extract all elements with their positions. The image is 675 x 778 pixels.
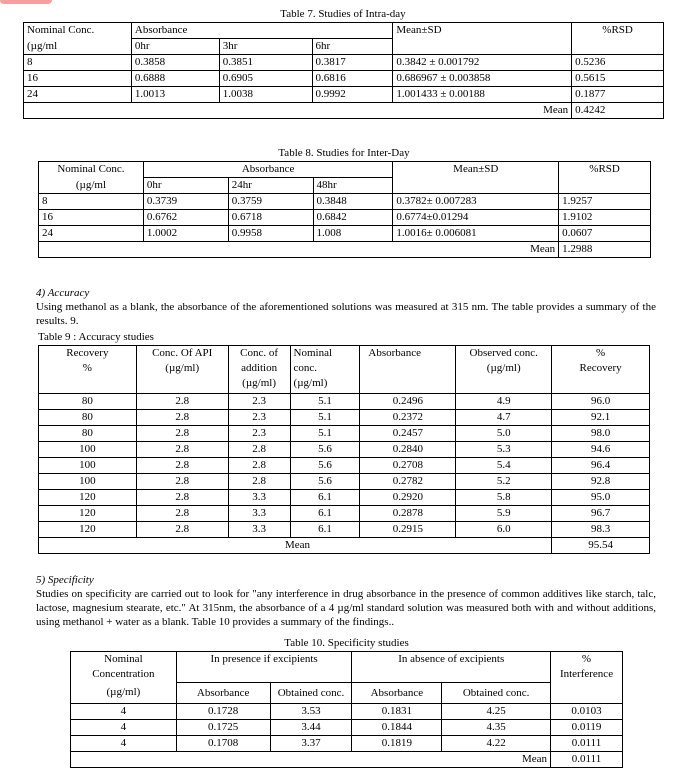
table-row: [24, 87, 664, 103]
t10-header-nominal-unit: (µg/ml): [71, 682, 177, 703]
t7-header-nominal: Nominal Conc.: [24, 23, 132, 39]
cell: 0.3842 ± 0.001792: [393, 55, 572, 71]
t8-header-24hr: 24hr: [228, 178, 313, 194]
t10-header-interference-l2: Interference: [559, 668, 614, 680]
cell: 100: [39, 473, 137, 489]
cell: 24: [39, 226, 144, 242]
cell: 120: [39, 521, 137, 537]
table-row: [71, 735, 623, 751]
cell: 5.2: [456, 473, 552, 489]
cell: 120: [39, 489, 137, 505]
cell: 0.3817: [312, 55, 393, 71]
cell: 0.2920: [360, 489, 456, 505]
journal-logo-fragment: [0, 0, 52, 4]
t9-header-addition-l1: Conc. of: [240, 347, 279, 359]
t9-header-api-l2: (µg/ml): [165, 362, 200, 374]
cell: 0.9992: [312, 87, 393, 103]
cell: 5.8: [456, 489, 552, 505]
cell: 1.0016± 0.006081: [393, 226, 559, 242]
cell: 8: [39, 194, 144, 210]
t10-header-interference-l1: %: [581, 653, 592, 665]
cell: 5.1: [290, 409, 360, 425]
cell: 0.3848: [313, 194, 393, 210]
cell: 0.2782: [360, 473, 456, 489]
cell: 0.6774±0.01294: [393, 210, 559, 226]
table10-caption: Table 10. Specificity studies: [284, 637, 409, 649]
t9-header-nominal-l3: (µg/ml): [293, 377, 328, 389]
table-row: [39, 505, 650, 521]
cell: 0.0119: [551, 719, 623, 735]
t9-header-addition: [228, 346, 290, 392]
t8-header-absorbance: Absorbance: [143, 162, 393, 178]
t7-header-rsd: %RSD: [572, 23, 664, 39]
cell: 5.9: [456, 505, 552, 521]
cell: 100: [39, 457, 137, 473]
cell: 92.1: [552, 409, 650, 425]
t9-mean-value: 95.54: [552, 537, 650, 553]
t7-header-6hr: 6hr: [312, 39, 393, 55]
cell: 0.6888: [131, 71, 219, 87]
table-row: [24, 71, 664, 87]
table-row: [39, 393, 650, 409]
t9-header-api: [136, 346, 228, 392]
cell: 0.3851: [219, 55, 312, 71]
t10-header-nominal: [71, 652, 177, 683]
t9-header-observed-l2: (µg/ml): [486, 362, 521, 374]
cell: 96.7: [552, 505, 650, 521]
t7-header-blank: [572, 39, 664, 55]
t10-header-obtained-absence: Obtained conc.: [442, 682, 551, 703]
t9-header-absorbance: Absorbance: [360, 346, 456, 392]
cell: 2.8: [136, 457, 228, 473]
cell: 0.3739: [143, 194, 228, 210]
t7-header-absorbance: Absorbance: [131, 23, 393, 39]
t7-mean-label: Mean: [24, 103, 572, 119]
t7-header-blank: [393, 39, 572, 55]
t10-header-absorbance-presence: Absorbance: [176, 682, 270, 703]
cell: 94.6: [552, 441, 650, 457]
cell: 0.1819: [352, 735, 442, 751]
t8-header-blank: [559, 178, 651, 194]
cell: 5.3: [456, 441, 552, 457]
cell: 2.8: [136, 521, 228, 537]
t9-header-recovery: [39, 346, 137, 392]
cell: 2.8: [136, 473, 228, 489]
cell: 0.6762: [143, 210, 228, 226]
t8-header-48hr: 48hr: [313, 178, 393, 194]
cell: 4.22: [442, 735, 551, 751]
cell: 0.2915: [360, 521, 456, 537]
cell: 0.3782± 0.007283: [393, 194, 559, 210]
cell: 0.1728: [176, 703, 270, 719]
t10-mean-label: Mean: [71, 751, 551, 767]
cell: 5.6: [290, 457, 360, 473]
cell: 5.6: [290, 473, 360, 489]
table8-caption: Table 8. Studies for Inter-Day: [278, 147, 410, 159]
cell: 0.1725: [176, 719, 270, 735]
t10-header-presence: In presence if excipients: [176, 652, 352, 683]
t9-header-recovery-l1: Recovery: [66, 347, 109, 359]
t8-header-rsd: %RSD: [559, 162, 651, 178]
cell: 4: [71, 719, 177, 735]
t8-mean-value: 1.2988: [559, 242, 651, 258]
t10-header-blank: [551, 682, 623, 703]
cell: 2.8: [136, 441, 228, 457]
cell: 6.1: [290, 505, 360, 521]
t8-header-nominal: Nominal Conc.: [39, 162, 144, 178]
cell: 0.1831: [352, 703, 442, 719]
t8-header-meansd: Mean±SD: [393, 162, 559, 178]
table7-caption: Table 7. Studies of Intra-day: [280, 8, 406, 20]
table-row: [39, 210, 651, 226]
cell: 4.7: [456, 409, 552, 425]
cell: 0.6718: [228, 210, 313, 226]
table-row: [71, 703, 623, 719]
specificity-paragraph: Studies on specificity are carried out to look for "any interference in drug absorbance in the presence of common additives like starch, talc, lactose, magnesium stearate, etc." At 315nm, the absorbance of a 4 µg/ml standard solution was measured both with and without additions, using methanol + water as a blank. Table 10 provides a summary of the findings..: [36, 588, 656, 628]
t9-header-pct-recovery: [552, 346, 650, 392]
cell: 2.8: [228, 457, 290, 473]
table9-accuracy: [38, 345, 650, 554]
cell: 3.37: [270, 735, 352, 751]
t7-header-meansd: Mean±SD: [393, 23, 572, 39]
cell: 2.8: [136, 425, 228, 441]
t7-header-nominal-unit: (µg/ml: [24, 39, 132, 55]
t9-mean-label: Mean: [39, 537, 552, 553]
cell: 3.44: [270, 719, 352, 735]
cell: 2.3: [228, 409, 290, 425]
cell: 0.2878: [360, 505, 456, 521]
t9-header-observed: [456, 346, 552, 392]
accuracy-paragraph: Using methanol as a blank, the absorbance of the aforementioned solutions was measured at 315 nm. The table provides a summary of the results. 9.: [36, 301, 656, 327]
cell: 16: [24, 71, 132, 87]
cell: 5.1: [290, 425, 360, 441]
cell: 1.9102: [559, 210, 651, 226]
cell: 2.8: [228, 473, 290, 489]
cell: 0.3858: [131, 55, 219, 71]
cell: 0.1708: [176, 735, 270, 751]
table-row: [39, 473, 650, 489]
t8-header-0hr: 0hr: [143, 178, 228, 194]
cell: 1.0038: [219, 87, 312, 103]
table-row: [39, 521, 650, 537]
cell: 0.6816: [312, 71, 393, 87]
cell: 3.3: [228, 505, 290, 521]
cell: 6.1: [290, 521, 360, 537]
t10-header-interference: [551, 652, 623, 683]
cell: 0.0111: [551, 735, 623, 751]
cell: 0.686967 ± 0.003858: [393, 71, 572, 87]
t9-header-nominal-l2: conc.: [293, 362, 318, 374]
t9-header-nominal: [290, 346, 360, 392]
cell: 80: [39, 393, 137, 409]
cell: 95.0: [552, 489, 650, 505]
t10-header-absence: In absence of excipients: [352, 652, 551, 683]
accuracy-heading: 4) Accuracy: [36, 287, 90, 299]
cell: 2.3: [228, 425, 290, 441]
cell: 5.1: [290, 393, 360, 409]
table-row: [39, 226, 651, 242]
t9-header-addition-l2: addition: [241, 362, 278, 374]
cell: 98.3: [552, 521, 650, 537]
cell: 100: [39, 441, 137, 457]
cell: 8: [24, 55, 132, 71]
t9-header-recovery-l2: %: [82, 362, 92, 374]
cell: 2.8: [136, 409, 228, 425]
cell: 4.35: [442, 719, 551, 735]
cell: 4: [71, 703, 177, 719]
cell: 4: [71, 735, 177, 751]
table8-interday: [38, 161, 651, 258]
cell: 4.25: [442, 703, 551, 719]
table-row: [24, 55, 664, 71]
t7-header-3hr: 3hr: [219, 39, 312, 55]
cell: 5.4: [456, 457, 552, 473]
cell: 2.8: [228, 441, 290, 457]
t10-header-nominal-l2: Concentration: [92, 668, 155, 680]
t7-mean-value: 0.4242: [572, 103, 664, 119]
t9-header-pct-recovery-l1: %: [595, 347, 606, 359]
table-row: [71, 719, 623, 735]
t9-header-observed-l1: Observed conc.: [469, 347, 538, 359]
t10-header-obtained-presence: Obtained conc.: [270, 682, 352, 703]
cell: 1.0013: [131, 87, 219, 103]
cell: 0.1844: [352, 719, 442, 735]
table-row: [39, 489, 650, 505]
cell: 0.5615: [572, 71, 664, 87]
cell: 2.8: [136, 393, 228, 409]
t8-header-blank: [393, 178, 559, 194]
cell: 3.53: [270, 703, 352, 719]
cell: 3.3: [228, 521, 290, 537]
cell: 80: [39, 409, 137, 425]
table7-intraday: [23, 22, 664, 119]
cell: 0.3759: [228, 194, 313, 210]
t9-header-addition-l3: (µg/ml): [242, 377, 277, 389]
cell: 98.0: [552, 425, 650, 441]
t9-header-api-l1: Conc. Of API: [152, 347, 213, 359]
cell: 0.2708: [360, 457, 456, 473]
cell: 1.9257: [559, 194, 651, 210]
cell: 0.1877: [572, 87, 664, 103]
cell: 0.0607: [559, 226, 651, 242]
cell: 0.6905: [219, 71, 312, 87]
cell: 4.9: [456, 393, 552, 409]
cell: 6.0: [456, 521, 552, 537]
table9-caption: Table 9 : Accuracy studies: [38, 331, 154, 343]
cell: 92.8: [552, 473, 650, 489]
table-row: [39, 194, 651, 210]
cell: 2.3: [228, 393, 290, 409]
cell: 0.2372: [360, 409, 456, 425]
cell: 2.8: [136, 489, 228, 505]
t10-mean-value: 0.0111: [551, 751, 623, 767]
cell: 0.0103: [551, 703, 623, 719]
t10-header-nominal-l1: Nominal: [104, 653, 143, 665]
cell: 1.001433 ± 0.00188: [393, 87, 572, 103]
cell: 0.2840: [360, 441, 456, 457]
cell: 1.0002: [143, 226, 228, 242]
cell: 96.0: [552, 393, 650, 409]
specificity-heading: 5) Specificity: [36, 574, 94, 586]
table10-specificity: [70, 651, 623, 768]
cell: 96.4: [552, 457, 650, 473]
cell: 0.2457: [360, 425, 456, 441]
cell: 0.2496: [360, 393, 456, 409]
cell: 6.1: [290, 489, 360, 505]
table-row: [39, 425, 650, 441]
table-row: [39, 457, 650, 473]
cell: 5.0: [456, 425, 552, 441]
cell: 0.9958: [228, 226, 313, 242]
table-row: [39, 409, 650, 425]
cell: 0.6842: [313, 210, 393, 226]
cell: 3.3: [228, 489, 290, 505]
cell: 80: [39, 425, 137, 441]
cell: 1.008: [313, 226, 393, 242]
t9-header-pct-recovery-l2: Recovery: [579, 362, 622, 374]
cell: 120: [39, 505, 137, 521]
cell: 24: [24, 87, 132, 103]
cell: 0.5236: [572, 55, 664, 71]
t8-header-nominal-unit: (µg/ml: [39, 178, 144, 194]
t8-mean-label: Mean: [39, 242, 559, 258]
t7-header-0hr: 0hr: [131, 39, 219, 55]
cell: 16: [39, 210, 144, 226]
t10-header-absorbance-absence: Absorbance: [352, 682, 442, 703]
cell: 2.8: [136, 505, 228, 521]
cell: 5.6: [290, 441, 360, 457]
t9-header-nominal-l1: Nominal: [293, 347, 333, 359]
table-row: [39, 441, 650, 457]
